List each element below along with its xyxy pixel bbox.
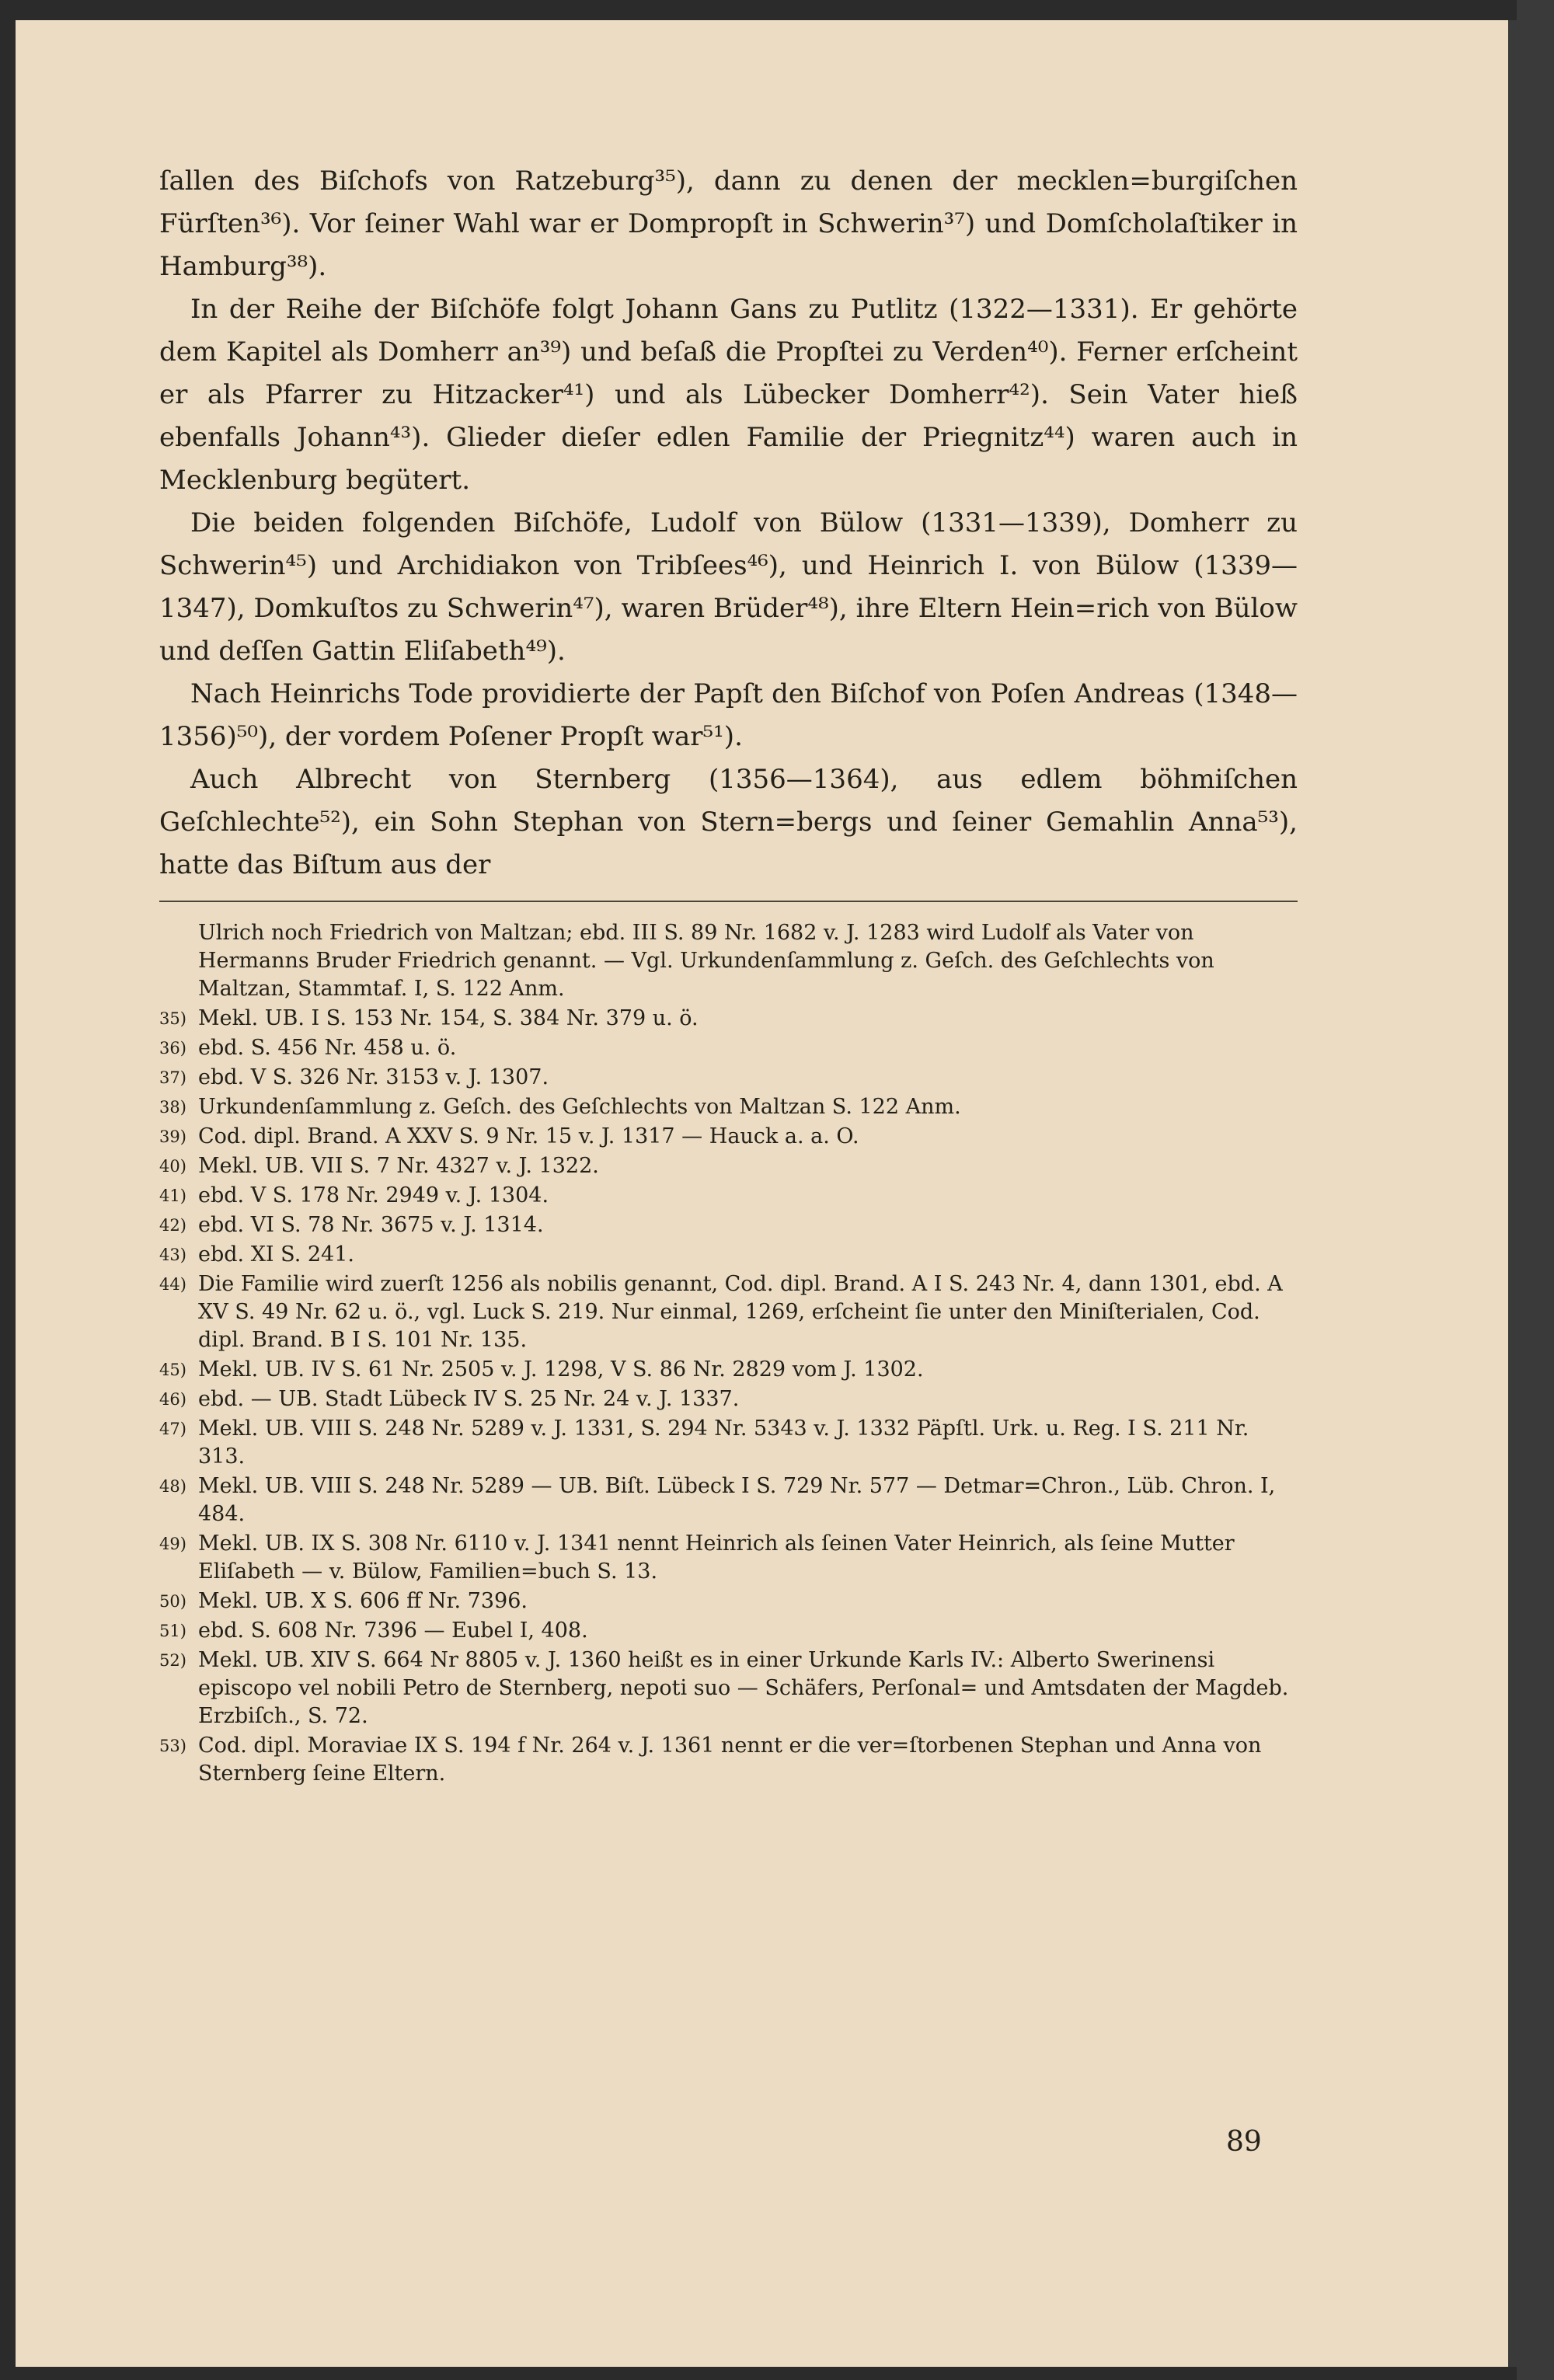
footnote-number: 52) (159, 1651, 186, 1670)
footnote (159, 1646, 1298, 1730)
footnote-number: 47) (159, 1420, 186, 1438)
footnote (159, 1356, 1298, 1384)
footnotes (159, 919, 1298, 1788)
footnote-number: 46) (159, 1390, 186, 1409)
footnote (159, 1064, 1298, 1092)
footnote-text: Mekl. UB. XIV S. 664 Nr 8805 v. J. 1360 heißt es in einer Urkunde Karls IV.: Alberto Swerinensi episcopo vel nobili Petro de Sternberg, nepoti suo — Schäfers, Perſonal= und Amtsdaten der Magdeb. Erzbiſch., S. 72. (198, 1648, 1289, 1728)
footnote (159, 1415, 1298, 1471)
footnote-number: 51) (159, 1622, 186, 1640)
footnote-text: ebd. S. 456 Nr. 458 u. ö. (198, 1036, 457, 1060)
paragraph-4: Nach Heinrichs Tode providierte der Papſt den Biſchof von Poſen Andreas (1348—1356)⁵⁰), der vordem Poſener Propſt war⁵¹). (159, 678, 1298, 752)
footnote-number: 53) (159, 1737, 186, 1755)
footnote (159, 1211, 1298, 1239)
footnote-number: 45) (159, 1361, 186, 1379)
footnote (159, 1732, 1298, 1788)
footnote-text: Mekl. UB. IV S. 61 Nr. 2505 v. J. 1298, V S. 86 Nr. 2829 vom J. 1302. (198, 1357, 924, 1382)
footnote (159, 1241, 1298, 1269)
footnote (159, 1617, 1298, 1645)
footnote-number: 40) (159, 1157, 186, 1176)
footnote-text: Urkundenſammlung z. Geſch. des Geſchlechts von Maltzan S. 122 Anm. (198, 1095, 961, 1119)
footnote (159, 919, 1298, 1003)
footnote-number: 38) (159, 1098, 186, 1117)
footnote (159, 1472, 1298, 1528)
footnote (159, 1005, 1298, 1033)
footnote-text: Cod. dipl. Moraviae IX S. 194 f Nr. 264 v. J. 1361 nennt er die ver=ſtorbenen Stephan und Anna von Sternberg ſeine Eltern. (198, 1734, 1262, 1786)
footnote-divider (159, 901, 1298, 902)
main-text-block (159, 160, 1298, 1789)
book-page (16, 20, 1519, 2367)
footnote (159, 1270, 1298, 1354)
footnote-text: Ulrich noch Friedrich von Maltzan; ebd. III S. 89 Nr. 1682 v. J. 1283 wird Ludolf als Vater von Hermanns Bruder Friedrich genannt. — Vgl. Urkundenſammlung z. Geſch. des Geſchlechts von Maltzan, Stammtaf. I, S. 122 Anm. (198, 921, 1214, 1001)
footnote-text: Cod. dipl. Brand. A XXV S. 9 Nr. 15 v. J. 1317 — Hauck a. a. O. (198, 1124, 859, 1148)
footnote-number: 50) (159, 1592, 186, 1611)
footnote-number: 49) (159, 1535, 186, 1553)
footnote-text: ebd. — UB. Stadt Lübeck IV S. 25 Nr. 24 v. J. 1337. (198, 1387, 740, 1411)
footnote-text: Mekl. UB. VIII S. 248 Nr. 5289 v. J. 1331, S. 294 Nr. 5343 v. J. 1332 Päpſtl. Urk. u. Reg. I S. 211 Nr. 313. (198, 1417, 1249, 1469)
footnote-number: 36) (159, 1039, 186, 1058)
footnote-text: Mekl. UB. VII S. 7 Nr. 4327 v. J. 1322. (198, 1154, 599, 1178)
footnote-number: 43) (159, 1246, 186, 1264)
paragraph-2: In der Reihe der Biſchöfe folgt Johann Gans zu Putlitz (1322—1331). Er gehörte dem Kapitel als Domherr an³⁹) und beſaß die Propſtei zu Verden⁴⁰). Ferner erſcheint er als Pfarrer zu Hitzacker⁴¹) und als Lübecker Domherr⁴²). Sein Vater hieß ebenfalls Johann⁴³). Glieder dieſer edlen Familie der Priegnitz⁴⁴) waren auch in Mecklenburg begütert. (159, 294, 1298, 496)
footnote-number: 35) (159, 1009, 186, 1028)
paragraph-3: Die beiden folgenden Biſchöfe, Ludolf von Bülow (1331—1339), Domherr zu Schwerin⁴⁵) und Archidiakon von Tribſees⁴⁶), und Heinrich I. von Bülow (1339—1347), Domkuſtos zu Schwerin⁴⁷), waren Brüder⁴⁸), ihre Eltern Hein=rich von Bülow und deſſen Gattin Eliſabeth⁴⁹). (159, 507, 1298, 667)
footnote (159, 1152, 1298, 1180)
footnote-text: ebd. S. 608 Nr. 7396 — Eubel I, 408. (198, 1619, 588, 1643)
footnote-text: ebd. V S. 178 Nr. 2949 v. J. 1304. (198, 1183, 549, 1207)
body-text (159, 160, 1298, 887)
footnote-text: Mekl. UB. VIII S. 248 Nr. 5289 — UB. Biſt. Lübeck I S. 729 Nr. 577 — Detmar=Chron., Lüb. Chron. I, 484. (198, 1474, 1276, 1526)
footnote-text: ebd. VI S. 78 Nr. 3675 v. J. 1314. (198, 1213, 544, 1237)
footnote (159, 1182, 1298, 1210)
footnote-number: 42) (159, 1216, 186, 1235)
footnote-text: Mekl. UB. X S. 606 ff Nr. 7396. (198, 1589, 528, 1613)
paragraph-5: Auch Albrecht von Sternberg (1356—1364), aus edlem böhmiſchen Geſchlechte⁵²), ein Sohn Stephan von Stern=bergs und ſeiner Gemahlin Anna⁵³), hatte das Biſtum aus der (159, 764, 1298, 880)
footnote (159, 1587, 1298, 1615)
footnote-text: ebd. XI S. 241. (198, 1242, 354, 1267)
footnote-text: ebd. V S. 326 Nr. 3153 v. J. 1307. (198, 1065, 549, 1089)
footnote (159, 1530, 1298, 1586)
footnote (159, 1093, 1298, 1121)
footnote (159, 1034, 1298, 1062)
footnote-number: 39) (159, 1127, 186, 1146)
footnote-number: 37) (159, 1068, 186, 1087)
scanner-edge (1517, 0, 1554, 2380)
footnote-number: 41) (159, 1187, 186, 1205)
page-number: 89 (1226, 2126, 1262, 2158)
footnote-number: 48) (159, 1477, 186, 1496)
footnote (159, 1123, 1298, 1151)
footnote-text: Mekl. UB. IX S. 308 Nr. 6110 v. J. 1341 nennt Heinrich als ſeinen Vater Heinrich, als ſeine Mutter Eliſabeth — v. Bülow, Familien=buch S. 13. (198, 1531, 1235, 1584)
paragraph-1: ſallen des Biſchofs von Ratzeburg³⁵), dann zu denen der mecklen=burgiſchen Fürſten³⁶). Vor ſeiner Wahl war er Dompropſt in Schwerin³⁷) und Domſcholaſtiker in Hamburg³⁸). (159, 166, 1298, 282)
footnote-text: Mekl. UB. I S. 153 Nr. 154, S. 384 Nr. 379 u. ö. (198, 1006, 699, 1030)
footnote-number: 44) (159, 1275, 186, 1294)
footnote (159, 1385, 1298, 1413)
footnote-text: Die Familie wird zuerſt 1256 als nobilis genannt, Cod. dipl. Brand. A I S. 243 Nr. 4, dann 1301, ebd. A XV S. 49 Nr. 62 u. ö., vgl. Luck S. 219. Nur einmal, 1269, erſcheint ſie unter den Miniſterialen, Cod. dipl. Brand. B I S. 101 Nr. 135. (198, 1272, 1283, 1352)
